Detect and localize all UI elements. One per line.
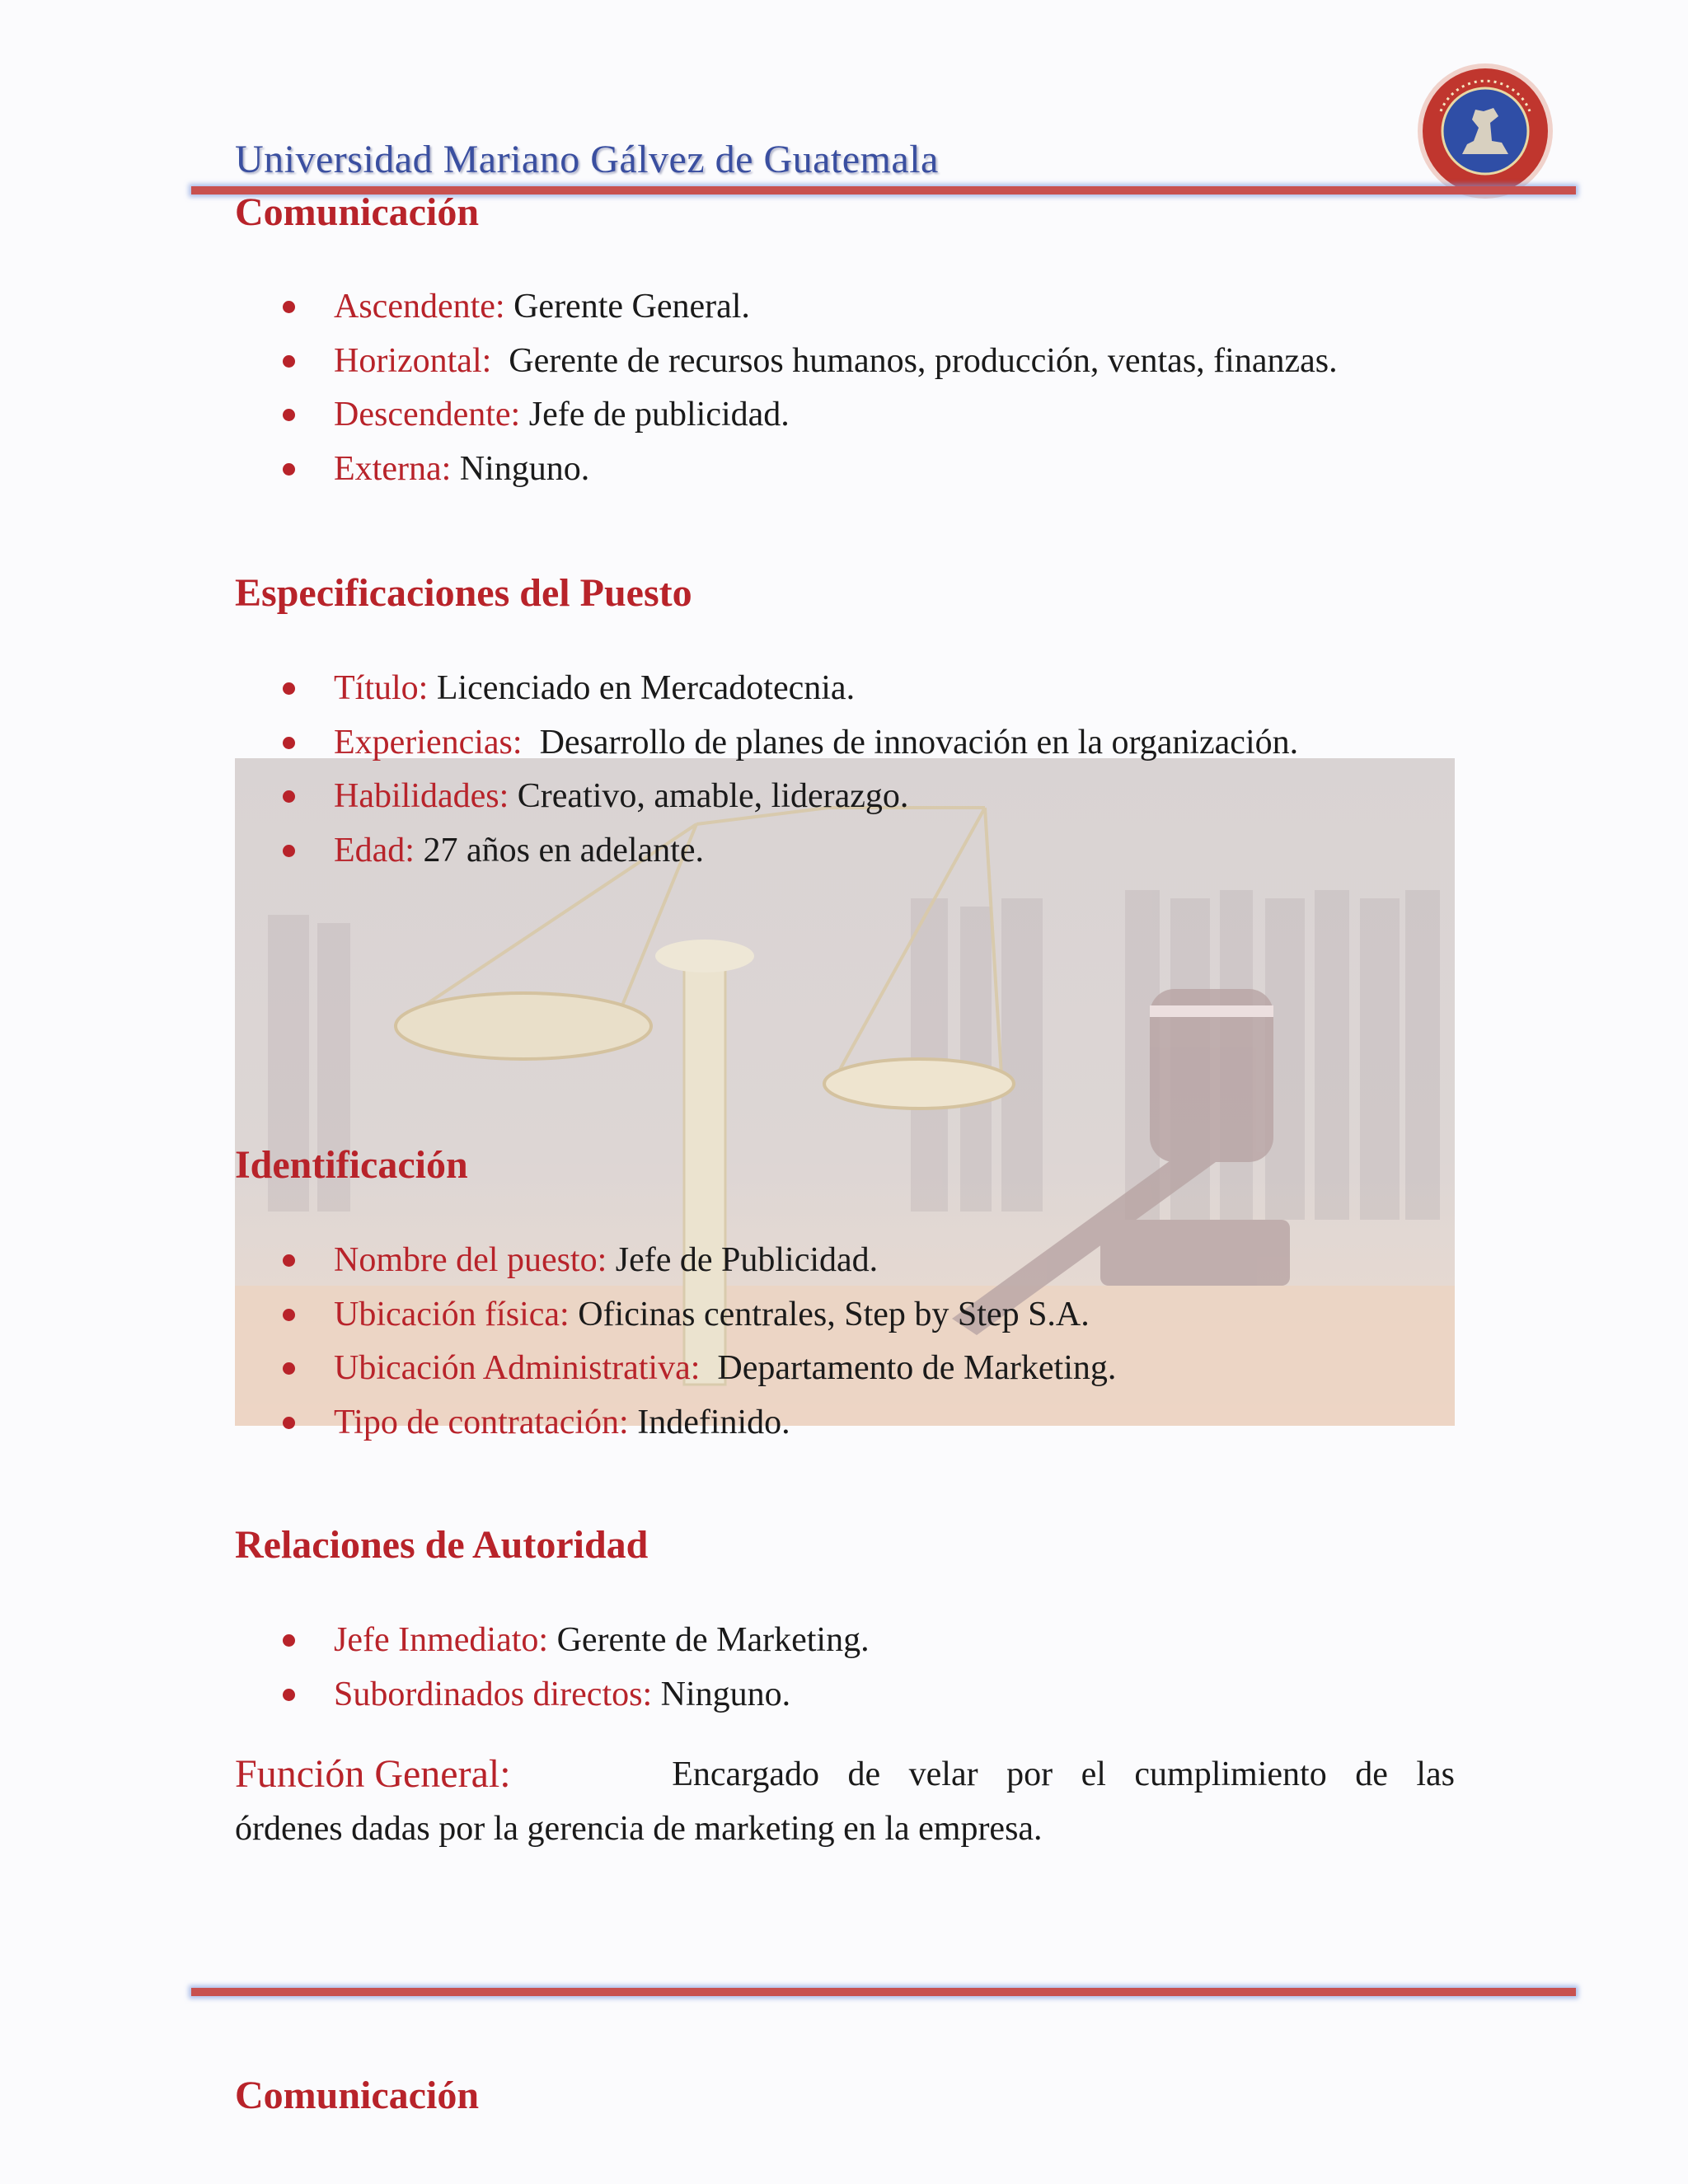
list-item: Ubicación física: Oficinas centrales, Step by Step S.A. [235,1288,1116,1343]
footer-divider [191,1988,1576,1996]
bullet-icon [281,280,296,335]
bullet-icon [281,716,296,771]
bullet-icon [281,662,296,716]
bullet-icon [281,1396,296,1451]
funcion-general-text-line2: órdenes dadas por la gerencia de marketing en la empresa. [235,1810,1043,1848]
list-item: Subordinados directos: Ninguno. [235,1668,870,1722]
comunicacion-list [235,280,1338,496]
bullet-icon [281,824,296,879]
list-item: Horizontal: Gerente de recursos humanos, producción, ventas, finanzas. [235,335,1338,389]
bullet-icon [281,1288,296,1343]
list-item: Nombre del puesto: Jefe de Publicidad. [235,1234,1116,1288]
section-heading-especificaciones: Especificaciones del Puesto [235,571,692,615]
list-item: Externa: Ninguno. [235,443,1338,497]
section-heading-identificacion: Identificación [235,1143,468,1187]
list-item: Experiencias: Desarrollo de planes de innovación en la organización. [235,716,1298,771]
list-item: Descendente: Jefe de publicidad. [235,388,1338,443]
bullet-icon [281,388,296,443]
list-item: Ubicación Administrativa: Departamento de Marketing. [235,1342,1116,1396]
list-item: Tipo de contratación: Indefinido. [235,1396,1116,1451]
bullet-icon [281,1342,296,1396]
section-heading-comunicacion-2: Comunicación [235,2074,480,2117]
bullet-icon [281,770,296,824]
university-seal-icon [1416,62,1554,200]
section-heading-relaciones: Relaciones de Autoridad [235,1523,649,1567]
bullet-icon [281,1614,296,1668]
especificaciones-list [235,662,1298,878]
funcion-general-label: Función General: [235,1752,511,1796]
funcion-general-paragraph [235,1747,1455,1856]
funcion-general-text-line1: Encargado de velar por el cumplimiento de las [672,1755,1455,1793]
bullet-icon [281,1234,296,1288]
section-heading-comunicacion: Comunicación [235,190,480,234]
bullet-icon [281,335,296,389]
identificacion-list [235,1234,1116,1450]
bullet-icon [281,1668,296,1722]
list-item: Edad: 27 años en adelante. [235,824,1298,879]
relaciones-list [235,1614,870,1722]
university-title: Universidad Mariano Gálvez de Guatemala [235,138,939,181]
list-item: Título: Licenciado en Mercadotecnia. [235,662,1298,716]
list-item: Habilidades: Creativo, amable, liderazgo. [235,770,1298,824]
list-item: Jefe Inmediato: Gerente de Marketing. [235,1614,870,1668]
list-item: Ascendente: Gerente General. [235,280,1338,335]
bullet-icon [281,443,296,497]
